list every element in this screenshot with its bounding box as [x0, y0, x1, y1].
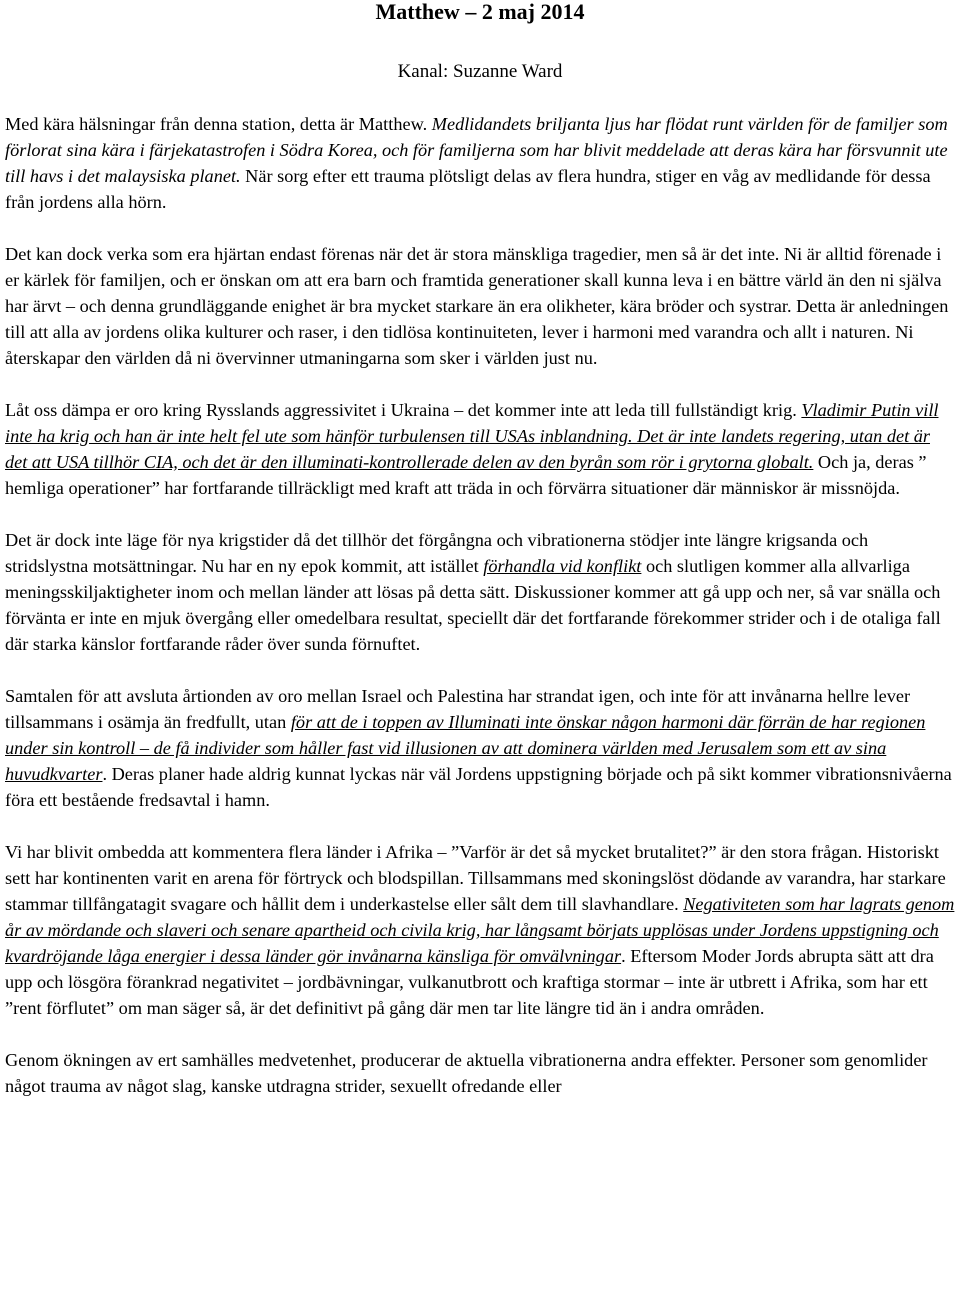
page-title: Matthew – 2 maj 2014 — [375, 0, 585, 24]
text-segment: Och ja, deras ” hemliga operationer” har fortfarande tillräckligt med kraft att träda in och förvärra situationer där människor är missnöjda. — [5, 452, 927, 498]
body-paragraph — [5, 397, 955, 501]
body-paragraph — [5, 111, 955, 215]
body-paragraph — [5, 839, 955, 1021]
paragraph-spacer — [5, 371, 955, 397]
emphasized-text-segment: för att de i toppen av Illuminati inte önskar någon harmoni där förrän de har regionen under sin kontroll – de få individer som håller fast vid illusionen av att dominera världen med Jerusalem som ett av sina huvudkvarter — [5, 712, 926, 784]
body-paragraph — [5, 1047, 955, 1099]
paragraph-spacer — [5, 1021, 955, 1047]
text-segment: . Deras planer hade aldrig kunnat lyckas när väl Jordens uppstigning började och på sikt kommer vibrationsnivåerna föra ett bestående fredsavtal i hamn. — [5, 764, 952, 810]
body-paragraph — [5, 241, 955, 371]
text-segment: När sorg efter ett trauma plötsligt delas av flera hundra, stiger en våg av medlidande för dessa från jordens alla hörn. — [5, 166, 931, 212]
text-segment: Med kära hälsningar från denna station, detta är Matthew. — [5, 114, 432, 134]
body-paragraph — [5, 683, 955, 813]
channel-line: Kanal: Suzanne Ward — [397, 61, 563, 82]
emphasized-text-segment: Medlidandets briljanta ljus har flödat runt världen för de familjer som förlorat sina kära i färjekatastrofen i Södra Korea, och för familjerna som har blivit meddelade att deras kära har försvunnit ute till havs i det malaysiska planet. — [5, 114, 948, 186]
text-segment: Låt oss dämpa er oro kring Rysslands aggressivitet i Ukraina – det kommer inte att leda till fullständigt krig. — [5, 400, 802, 420]
text-segment: Det kan dock verka som era hjärtan endast förenas när det är stora mänskliga tragedier, men så är det inte. Ni är alltid förenade i er kärlek för familjen, och er önskan om att era barn och framtida generationer skall kunna leva i en bättre värld än den ni själva har ärvt – och denna grundläggande enighet är bra mycket starkare än era olikheter, kära bröder och systrar. Detta är anledningen till att alla av jordens olika kulturer och raser, i den tidlösa kontinuiteten, lever i harmoni med varandra och allt i naturen. Ni återskapar den världen då ni övervinner utmaningarna som sker i världen just nu. — [5, 244, 949, 368]
emphasized-text-segment: förhandla vid konflikt — [483, 556, 642, 576]
text-segment: Det är dock inte läge för nya krigstider då det tillhör det förgångna och vibrationerna stödjer inte längre krigsanda och stridslystna motsättningar. Nu har en ny epok kommit, att istället — [5, 530, 869, 576]
spacer — [5, 84, 955, 111]
paragraph-spacer — [5, 215, 955, 241]
paragraph-spacer — [5, 657, 955, 683]
text-segment: Vi har blivit ombedda att kommentera flera länder i Afrika – ”Varför är det så mycket brutalitet?” är den stora frågan. Historiskt sett har kontinenten varit en arena för förtryck och blodspillan. Tillsammans med skoningslöst dödande av varandra, har starkare stammar tillfångatagit svagare och hållit dem i underkastelse eller sålt dem till slavhandlare. — [5, 842, 946, 914]
text-segment: . Eftersom Moder Jords abrupta sätt att dra upp och lösgöra förankrad negativitet – jordbävningar, vulkanutbrott och kraftiga stormar – inte är utbrett i Afrika, som har ett ”rent förflutet” om man säger så, är det definitivt på gång där men tar lite längre tid än i andra områden. — [5, 946, 934, 1018]
article-body — [5, 111, 955, 1099]
body-paragraph — [5, 527, 955, 657]
text-segment: och slutligen kommer alla allvarliga meningsskiljaktigheter inom och mellan länder att lösas på detta sätt. Diskussioner kommer att gå upp och ner, så var snälla och förvänta er inte en mjuk övergång eller omedelbara resultat, speciellt där det fortfarande förekommer strider och i de otaliga fall där starka känslor fortfarande råder över sunda förnuftet. — [5, 556, 941, 654]
text-segment: Genom ökningen av ert samhälles medvetenhet, producerar de aktuella vibrationerna andra effekter. Personer som genomlider något trauma av något slag, kanske utdragna strider, sexuellt ofredande eller — [5, 1050, 928, 1096]
paragraph-spacer — [5, 813, 955, 839]
text-segment: Samtalen för att avsluta årtionden av oro mellan Israel och Palestina har strandat igen, och inte för att invånarna hellre lever tillsammans i osämja än fredfullt, utan — [5, 686, 911, 732]
paragraph-spacer — [5, 501, 955, 527]
emphasized-text-segment: Negativiteten som har lagrats genom år av mördande och slaveri och senare apartheid och civila krig, har långsamt börjats upplösas under Jordens uppstigning och kvardröjande låga energier i dessa länder gör invånarna känsliga för omvälvningar — [5, 894, 955, 966]
emphasized-text-segment: Vladimir Putin vill inte ha krig och han är inte helt fel ute som hänför turbulensen till USAs inblandning. Det är inte landets regering, utan det är det att USA tillhör CIA, och det är den illuminati-kontrollerade delen av den byrån som rör i grytorna globalt. — [5, 400, 939, 472]
